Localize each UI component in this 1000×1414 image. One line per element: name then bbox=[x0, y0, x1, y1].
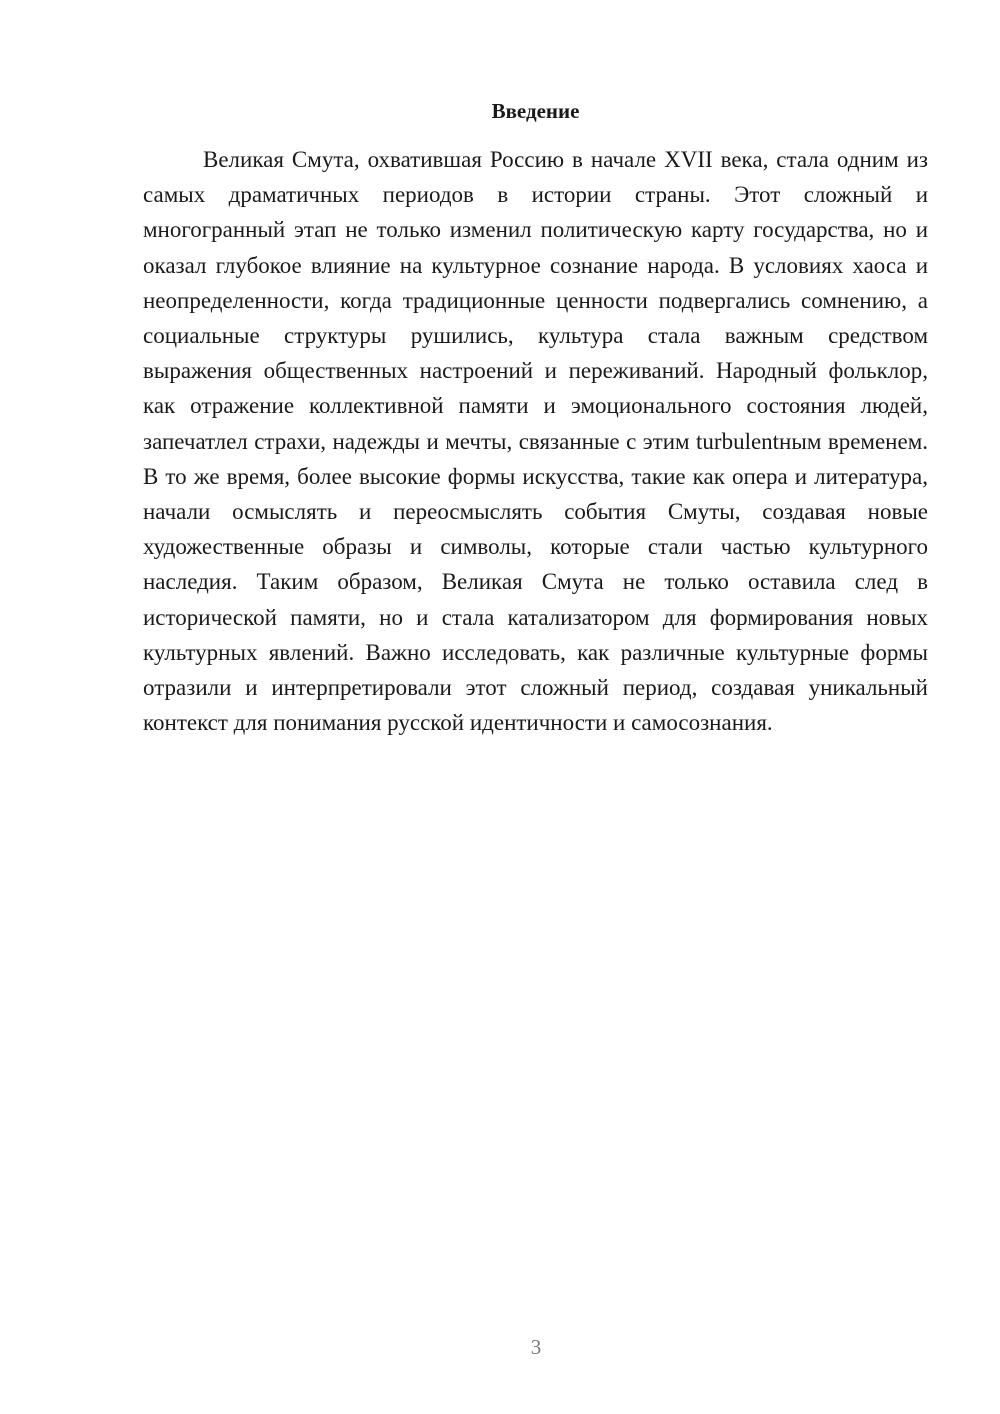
page-number: 3 bbox=[530, 1335, 542, 1359]
body-paragraph: Великая Смута, охватившая Россию в начале XVII века, стала одним из самых драматичных периодов в истории страны. Этот сложный и многогранный этап не только изменил политическую карту государства, но и оказал глубокое влияние на культурное сознание народа. В условиях хаоса и неопределенности, когда традиционные ценности подвергались сомнению, а социальные структуры рушились, культура стала важным средством выражения общественных настроений и переживаний. Народный фольклор, как отражение коллективной памяти и эмоционального состояния людей, запечатлел страхи, надежды и мечты, связанные с этим turbulentным временем. В то же время, более высокие формы искусства, такие как опера и литература, начали осмыслять и переосмыслять события Смуты, создавая новые художественные образы и символы, которые стали частью культурного наследия. Таким образом, Великая Смута не только оставила след в исторической памяти, но и стала катализатором для формирования новых культурных явлений. Важно исследовать, как различные культурные формы отразили и интерпретировали этот сложный период, создавая уникальный контекст для понимания русской идентичности и самосознания. bbox=[143, 147, 928, 736]
section-heading: Введение bbox=[491, 99, 580, 123]
